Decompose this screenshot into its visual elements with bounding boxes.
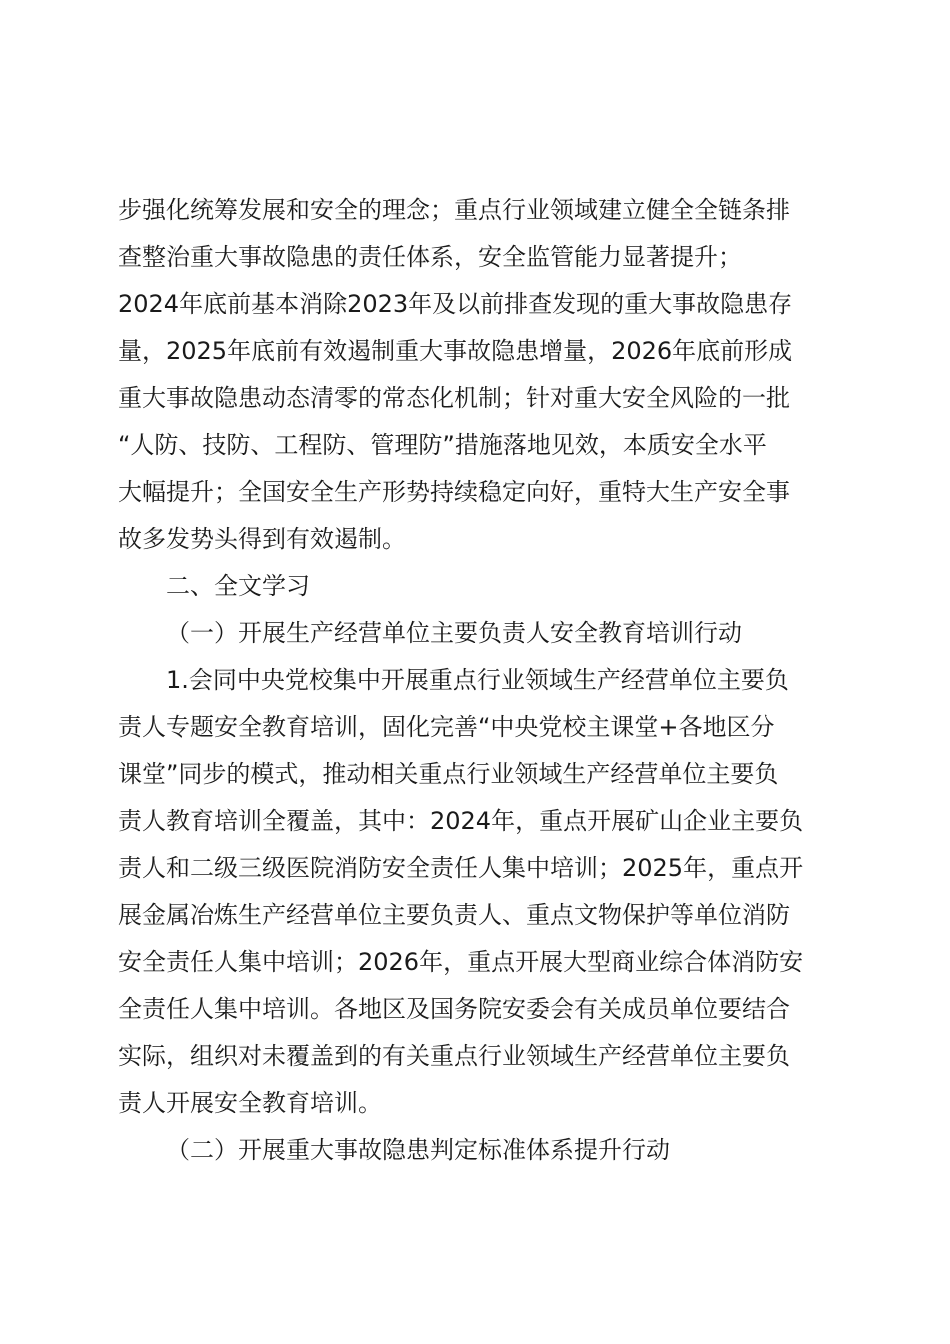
subsection-heading: （一）开展生产经营单位主要负责人安全教育培训行动 [166, 619, 742, 647]
paragraph-line: 实际，组织对未覆盖到的有关重点行业领域生产经营单位主要负 [118, 1042, 790, 1070]
paragraph-line: 查整治重大事故隐患的责任体系，安全监管能力显著提升； [118, 243, 742, 271]
subsection-heading: （二）开展重大事故隐患判定标准体系提升行动 [166, 1136, 670, 1164]
paragraph-line: 责人开展安全教育培训。 [118, 1089, 382, 1117]
paragraph-line: 责人教育培训全覆盖，其中：2024年，重点开展矿山企业主要负 [118, 807, 804, 835]
paragraph-line: 课堂”同步的模式，推动相关重点行业领域生产经营单位主要负 [118, 760, 779, 788]
paragraph-line: 全责任人集中培训。各地区及国务院安委会有关成员单位要结合 [118, 995, 790, 1023]
paragraph-line: 2024年底前基本消除2023年及以前排查发现的重大事故隐患存 [118, 290, 793, 318]
section-heading: 二、全文学习 [166, 572, 310, 600]
paragraph-line: 大幅提升；全国安全生产形势持续稳定向好，重特大生产安全事 [118, 478, 790, 506]
paragraph-line: 故多发势头得到有效遏制。 [118, 525, 406, 553]
paragraph-line: 步强化统筹发展和安全的理念；重点行业领域建立健全全链条排 [118, 196, 790, 224]
paragraph-line: 1.会同中央党校集中开展重点行业领域生产经营单位主要负 [166, 666, 789, 694]
paragraph-line: 重大事故隐患动态清零的常态化机制；针对重大安全风险的一批 [118, 384, 790, 412]
paragraph-line: 责人和二级三级医院消防安全责任人集中培训；2025年，重点开 [118, 854, 804, 882]
paragraph-line: 责人专题安全教育培训，固化完善“中央党校主课堂+各地区分 [118, 713, 775, 741]
paragraph-line: “人防、技防、工程防、管理防”措施落地见效，本质安全水平 [118, 431, 767, 459]
paragraph-line: 展金属冶炼生产经营单位主要负责人、重点文物保护等单位消防 [118, 901, 790, 929]
paragraph-line: 量，2025年底前有效遏制重大事故隐患增量，2026年底前形成 [118, 337, 793, 365]
paragraph-line: 安全责任人集中培训；2026年，重点开展大型商业综合体消防安 [118, 948, 804, 976]
